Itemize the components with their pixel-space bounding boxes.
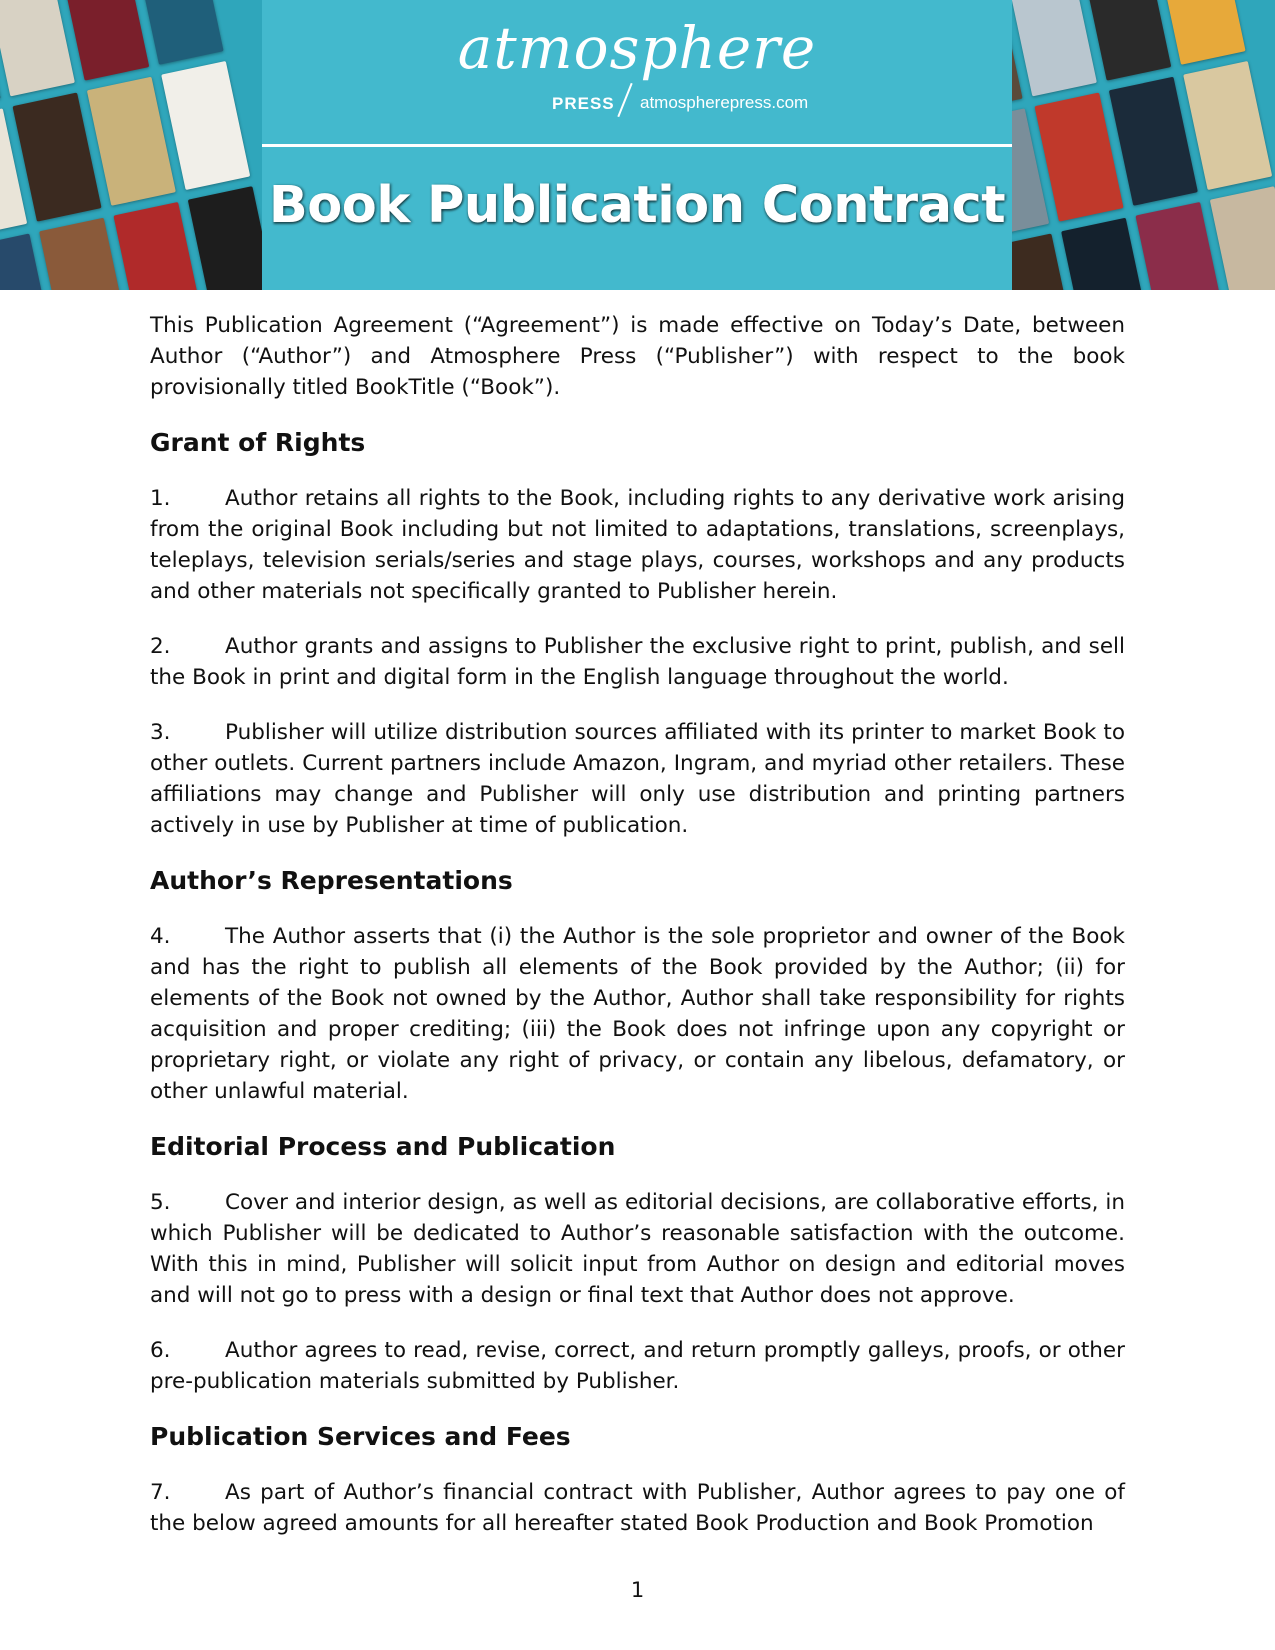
clause-7 bbox=[150, 1477, 1125, 1539]
page-number: 1 bbox=[630, 1578, 645, 1602]
intro-paragraph: This Publication Agreement (“Agreement”) is made effective on Today’s Date, between Author (“Author”) and Atmosphere Press (“Publisher”) with respect to the book provisionally titled BookTitle (“Book”). bbox=[150, 313, 1125, 400]
clause-text: The Author asserts that (i) the Author is the sole proprietor and owner of the Book and has the right to publish all elements of the Book provided by the Author; (ii) for elements of the Book not owned by the Author, Author shall take responsibility for rights acquisition and proper crediting; (iii) the Book does not infringe upon any copyright or proprietary right, or violate any right of privacy, or contain any libelous, defamatory, or other unlawful material. bbox=[150, 924, 1125, 1104]
clause-number: 6. bbox=[150, 1338, 171, 1363]
contract-body bbox=[150, 310, 1125, 1563]
clause-number: 3. bbox=[150, 720, 171, 745]
clause-text: Author retains all rights to the Book, including rights to any derivative work arising from the original Book including but not limited to adaptations, translations, screenplays, teleplays, television serials/series and stage plays, courses, workshops and any products and other materials not specifically granted to Publisher herein. bbox=[150, 486, 1125, 604]
publisher-logo-press: PRESS bbox=[552, 94, 615, 113]
clause-text: Cover and interior design, as well as editorial decisions, are collaborative efforts, in which Publisher will be dedicated to Author’s reasonable satisfaction with the outcome. With this in mind, Publisher will solicit input from Author on design and editorial moves and will not go to press with a design or final text that Author does not approve. bbox=[150, 1190, 1125, 1308]
publisher-url: atmospherepress.com bbox=[640, 93, 809, 112]
clause-4 bbox=[150, 921, 1125, 1107]
book-cover-collage-right bbox=[1012, 0, 1275, 290]
clause-5 bbox=[150, 1187, 1125, 1311]
clause-text: Author agrees to read, revise, correct, and return promptly galleys, proofs, or other pre-publication materials submitted by Publisher. bbox=[150, 1338, 1125, 1394]
clause-text: Publisher will utilize distribution sources affiliated with its printer to market Book to other outlets. Current partners include Amazon, Ingram, and myriad other retailers. These affiliations may change and Publisher will only use distribution and printing partners actively in use by Publisher at time of publication. bbox=[150, 720, 1125, 838]
heading-authors-representations: Author’s Representations bbox=[150, 866, 513, 895]
clause-number: 4. bbox=[150, 924, 171, 949]
clause-number: 2. bbox=[150, 634, 171, 659]
clause-number: 5. bbox=[150, 1190, 171, 1215]
clause-number: 7. bbox=[150, 1480, 171, 1505]
clause-text: Author grants and assigns to Publisher the exclusive right to print, publish, and sell the Book in print and digital form in the English language throughout the world. bbox=[150, 634, 1125, 690]
heading-grant-of-rights: Grant of Rights bbox=[150, 428, 366, 457]
heading-publication-services: Publication Services and Fees bbox=[150, 1422, 571, 1451]
clause-number: 1. bbox=[150, 486, 171, 511]
clause-6 bbox=[150, 1335, 1125, 1397]
clause-2 bbox=[150, 631, 1125, 693]
publisher-logo: atmosphere bbox=[457, 14, 817, 82]
header-banner bbox=[0, 0, 1275, 290]
clause-1 bbox=[150, 483, 1125, 607]
document-title: Book Publication Contract bbox=[268, 176, 1006, 235]
clause-text: As part of Author’s financial contract with Publisher, Author agrees to pay one of the below agreed amounts for all hereafter stated Book Production and Book Promotion bbox=[150, 1480, 1125, 1536]
banner-divider bbox=[262, 144, 1012, 147]
heading-editorial-process: Editorial Process and Publication bbox=[150, 1132, 616, 1161]
book-cover-collage-left bbox=[0, 0, 262, 290]
banner-center bbox=[262, 0, 1012, 290]
clause-3 bbox=[150, 717, 1125, 841]
logo-divider bbox=[617, 83, 632, 117]
